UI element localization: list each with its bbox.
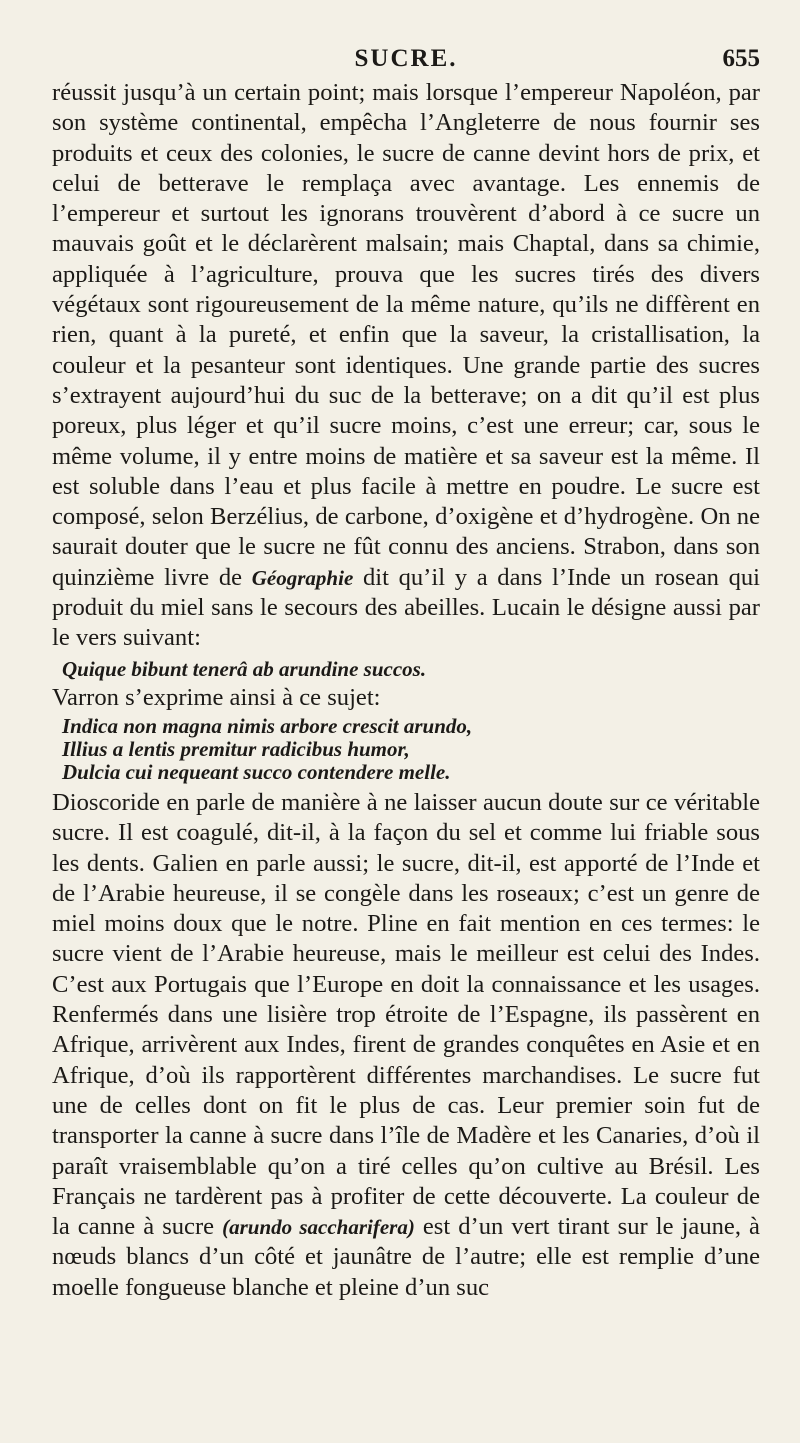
paragraph-2: Varron s’exprime ainsi à ce sujet: — [52, 683, 381, 711]
paragraph-3-end: est d’un vert tirant sur le jaune, à nœuds blancs d’un côté et jaunâtre de l’autre; elle est remplie d’une moelle fongueuse blanche et pleine d’un suc — [52, 1213, 760, 1301]
page-header — [52, 42, 760, 82]
geographie-title: Géographie — [251, 565, 354, 590]
lucain-verse: Quique bibunt tenerâ ab arundine succos. — [62, 656, 427, 681]
paragraph-1-end: dit qu’il y a dans l’Inde un rosean qui produit du miel sans le secours des abeilles. Lucain le désigne aussi par le vers suivant: — [52, 563, 761, 652]
paragraph-3 — [52, 788, 760, 1303]
paragraph-1-text: réussit jusqu’à un certain point; mais lorsque l’empereur Napoléon, par son système continental, empêcha l’Angleterre de nous fournir ses produits et ceux des colonies, le sucre de canne devint hors de prix, et celui de betterave le remplaça avec avantage. Les ennemis de l’empereur et surtout les ignorans trouvèrent d’abord à ce sucre un mauvais goût et le déclarèrent malsain; mais Chaptal, dans sa chimie, appliquée à l’agriculture, prouva que les sucres tirés des divers végétaux sont rigoureusement de la même nature, qu’ils ne diffèrent en rien, quant à la pureté, et enfin que la saveur, la cristallisation, la couleur et la pesanteur sont identiques. Une grande partie des sucres s’extrayent aujourd’hui du suc de la betterave; on a dit qu’il est plus poreux, plus léger et qu’il sucre moins, c’est une erreur; car, sous le même volume, il y entre moins de matière et sa saveur est la même. Il est soluble dans l’eau et plus facile à mettre en poudre. Le sucre est composé, selon Berzélius, de carbone, d’oxigène et d’hydrogène. On ne saurait douter que le sucre ne fût connu des anciens. Strabon, dans son quinzième livre de — [52, 79, 760, 591]
verse-line: Indica non magna nimis arbore crescit arundo, — [62, 713, 473, 738]
verse-line: Illius a lentis premitur radicibus humor, — [62, 736, 410, 761]
varron-verses — [62, 715, 760, 784]
paragraph-3-text: Dioscoride en parle de manière à ne laisser aucun doute sur ce véritable sucre. Il est coagulé, dit-il, à la façon du sel et comme lui friable sous les dents. Galien en parle aussi; le sucre, dit-il, est apporté de l’Inde et de l’Arabie heureuse, il se congèle dans les roseaux; c’est un genre de miel moins doux que le notre. Pline en fait mention en ces termes: le sucre vient de l’Arabie heureuse, mais le meilleur est celui des Indes. C’est aux Portugais que l’Europe en doit la connaissance et les usages. Renfermés dans une lisière trop étroite de l’Espagne, ils passèrent en Afrique, arrivèrent aux Indes, firent de grandes conquêtes en Asie et en Afrique, d’où ils rapportèrent différentes marchandises. Le sucre fut une de celles dont on fit le plus de cas. Leur premier soin fut de transporter la canne à sucre dans l’île de Madère et les Canaries, d’où il paraît vraisemblable qu’on a tiré celles qu’on cultive au Brésil. Les Français ne tardèrent pas à profiter de cette découverte. La couleur de la canne à sucre — [52, 788, 760, 1241]
page-number: 655 — [722, 45, 760, 72]
running-title: SUCRE. — [354, 45, 458, 72]
latin-name: (arundo saccharifera) — [222, 1215, 415, 1240]
verse-line: Dulcia cui nequeant succo contendere melle. — [62, 759, 451, 784]
paragraph-1 — [52, 78, 760, 654]
